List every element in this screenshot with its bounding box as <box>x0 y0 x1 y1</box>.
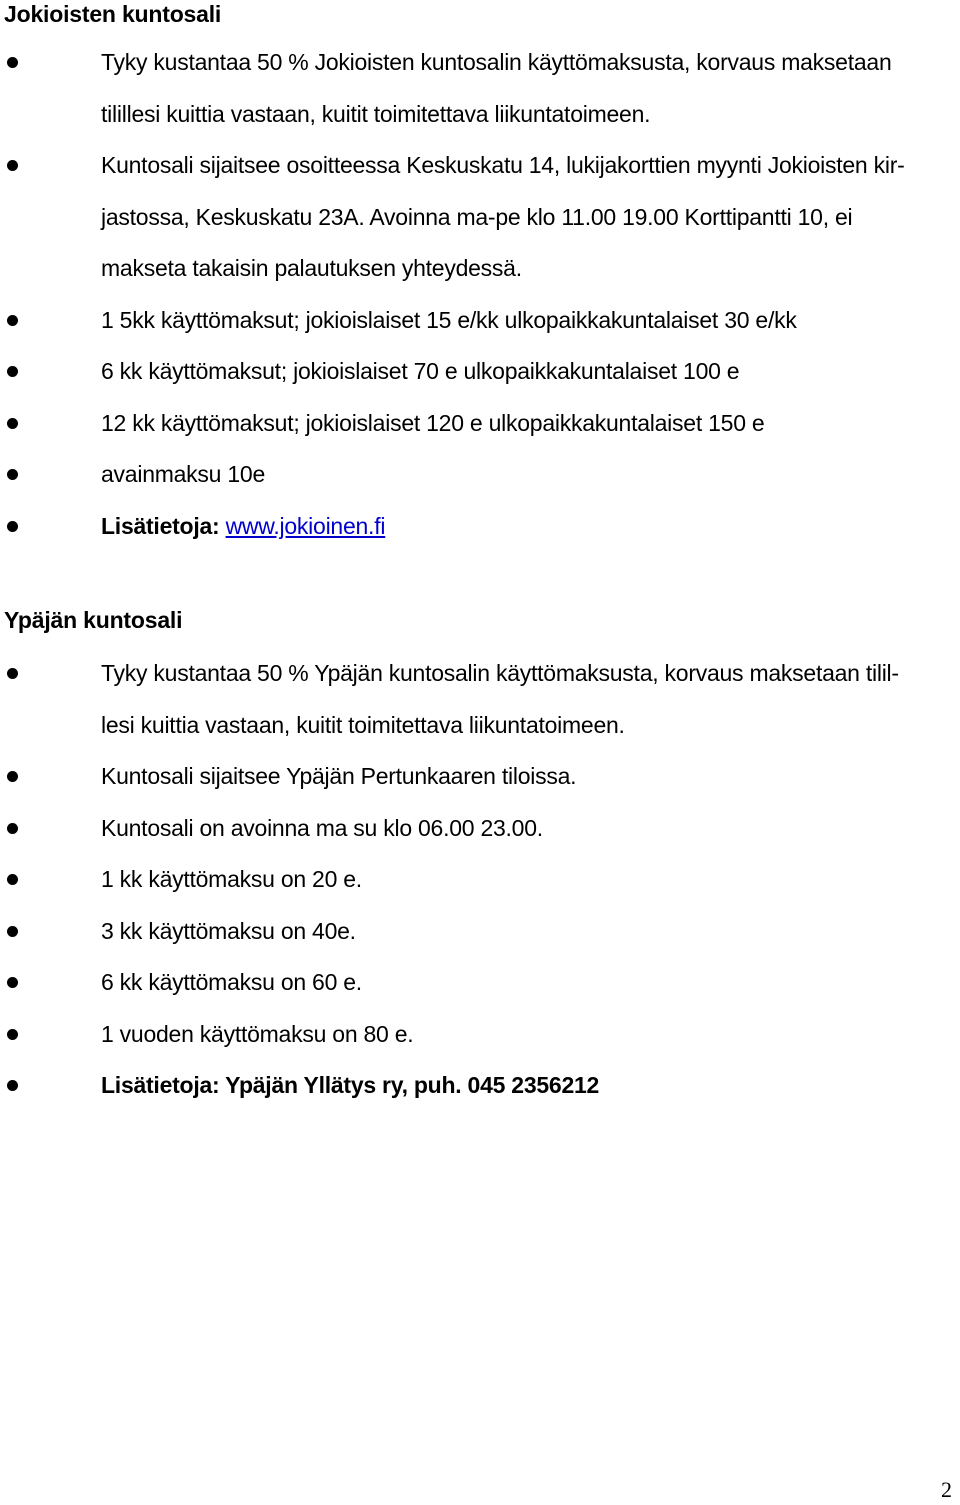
bullet-icon <box>7 521 18 532</box>
list-item-text: tilillesi kuittia vastaan, kuitit toimitettava liikuntatoimeen. <box>101 100 651 127</box>
list-item-text: 1 vuoden käyttömaksu on 80 e. <box>101 1020 414 1047</box>
jokioinen-info-list <box>0 37 960 552</box>
bullet-icon <box>7 771 18 782</box>
list-item-text: Tyky kustantaa 50 % Ypäjän kuntosalin käyttömaksusta, korvaus maksetaan tilil- <box>101 660 899 686</box>
list-item <box>0 1060 960 1112</box>
list-item-text: 3 kk käyttömaksu on 40e. <box>101 917 356 944</box>
list-item <box>0 449 960 501</box>
list-item-text: Tyky kustantaa 50 % Jokioisten kuntosalin käyttömaksusta, korvaus maksetaan <box>101 49 892 75</box>
list-item <box>0 37 960 140</box>
list-item <box>0 648 960 751</box>
bullet-icon <box>7 469 18 480</box>
list-item <box>0 295 960 347</box>
more-info-label: Lisätietoja: <box>101 512 220 539</box>
list-item-text <box>101 501 950 553</box>
list-item <box>0 501 960 553</box>
ypaja-contact-info: Lisätietoja: Ypäjän Yllätys ry, puh. 045 2356212 <box>101 1072 600 1098</box>
bullet-icon <box>7 160 18 171</box>
list-item <box>0 957 960 1009</box>
bullet-icon <box>7 668 18 679</box>
list-item-text: Kuntosali on avoinna ma su klo 06.00 23.00. <box>101 814 543 841</box>
list-item-text: 12 kk käyttömaksut; jokioislaiset 120 e ulkopaikkakuntalaiset 150 e <box>101 409 765 436</box>
jokioinen-website-link[interactable]: www.jokioinen.fi <box>225 512 386 539</box>
list-item <box>0 854 960 906</box>
section-title-ypaja: Ypäjän kuntosali <box>4 607 183 633</box>
page-number: 2 <box>941 1477 952 1502</box>
list-item-text: makseta takaisin palautuksen yhteydessä. <box>101 255 522 281</box>
section-title-jokioinen: Jokioisten kuntosali <box>4 1 222 27</box>
bullet-icon <box>7 1080 18 1091</box>
bullet-icon <box>7 1029 18 1040</box>
bullet-icon <box>7 823 18 834</box>
list-item <box>0 803 960 855</box>
list-item-text: 1 kk käyttömaksu on 20 e. <box>101 866 362 892</box>
bullet-icon <box>7 418 18 429</box>
list-item <box>0 1009 960 1061</box>
list-item <box>0 398 960 450</box>
list-item-text: 6 kk käyttömaksut; jokioislaiset 70 e ulkopaikkakuntalaiset 100 e <box>101 358 740 384</box>
bullet-icon <box>7 977 18 988</box>
list-item-text: jastossa, Keskuskatu 23A. Avoinna ma-pe klo 11.00 19.00 Korttipantti 10, ei <box>101 203 853 230</box>
list-item-text: avainmaksu 10e <box>101 461 265 487</box>
list-item-text: Kuntosali sijaitsee osoitteessa Keskuskatu 14, lukijakorttien myynti Jokioisten kir- <box>101 152 905 178</box>
list-item-text: Kuntosali sijaitsee Ypäjän Pertunkaaren tiloissa. <box>101 763 577 789</box>
ypaja-info-list <box>0 648 960 1112</box>
list-item-text: lesi kuittia vastaan, kuitit toimitettava liikuntatoimeen. <box>101 711 625 738</box>
bullet-icon <box>7 926 18 937</box>
list-item <box>0 346 960 398</box>
bullet-icon <box>7 57 18 68</box>
list-item <box>0 140 960 295</box>
bullet-icon <box>7 315 18 326</box>
list-item <box>0 751 960 803</box>
list-item-text: 1 5kk käyttömaksut; jokioislaiset 15 e/kk ulkopaikkakuntalaiset 30 e/kk <box>101 306 797 333</box>
list-item-text: 6 kk käyttömaksu on 60 e. <box>101 969 362 995</box>
bullet-icon <box>7 366 18 377</box>
list-item <box>0 906 960 958</box>
bullet-icon <box>7 874 18 885</box>
